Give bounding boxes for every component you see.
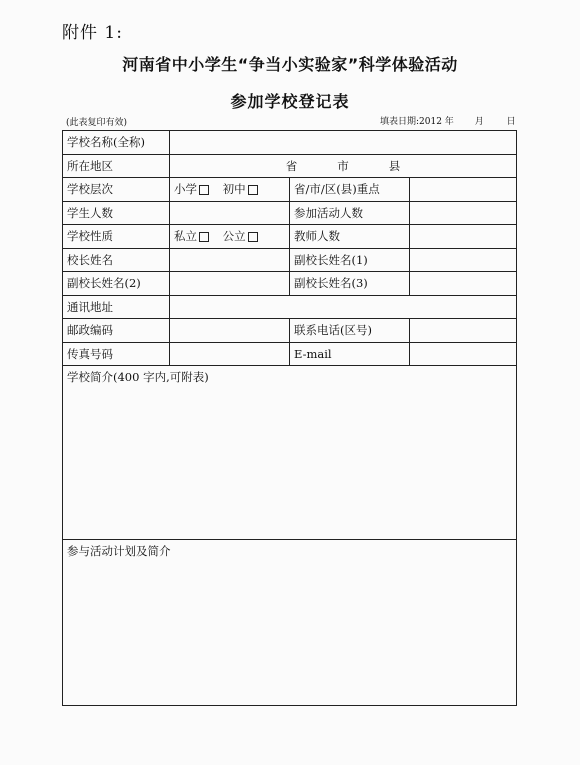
public-label: 公立 [222, 229, 246, 244]
principal-name-field[interactable] [170, 248, 290, 272]
primary-label: 小学 [174, 182, 197, 197]
row-principal [63, 248, 517, 272]
form-title: 河南省中小学生“争当小实验家”科学体验活动 [122, 55, 458, 74]
registration-form-table [62, 130, 517, 706]
copy-valid-note: (此表复印有效) [66, 118, 128, 128]
vice-principal-2-field[interactable] [170, 272, 290, 296]
student-count-field[interactable] [170, 201, 290, 225]
fill-date [380, 114, 516, 127]
school-type-options [170, 225, 290, 249]
public-checkbox[interactable] [248, 232, 258, 242]
school-intro-area[interactable] [63, 366, 517, 540]
school-intro-label: 学校简介(400 字内,可附表) [67, 370, 209, 384]
vice-principal-1-field[interactable] [410, 248, 517, 272]
email-label: E-mail [290, 342, 410, 366]
school-level-options [170, 178, 290, 202]
row-activity-plan [63, 540, 517, 706]
row-school-intro [63, 366, 517, 540]
row-student-count [63, 201, 517, 225]
region-label: 所在地区 [63, 154, 170, 178]
row-school-name [63, 131, 517, 155]
school-level-label: 学校层次 [63, 178, 170, 202]
fill-date-label: 填表日期:2012 年 [380, 117, 454, 127]
row-vice-principal [63, 272, 517, 296]
form-subtitle: 参加学校登记表 [230, 92, 350, 111]
address-field[interactable] [170, 295, 517, 319]
fax-field[interactable] [170, 342, 290, 366]
row-address [63, 295, 517, 319]
fax-label: 传真号码 [63, 342, 170, 366]
region-province: 省 [285, 158, 298, 173]
vice-principal-3-label: 副校长姓名(3) [290, 272, 410, 296]
region-city: 市 [337, 158, 349, 173]
region-county: 县 [388, 158, 401, 173]
teacher-count-field[interactable] [410, 225, 517, 249]
vice-principal-2-label: 副校长姓名(2) [63, 272, 170, 296]
vice-principal-1-label: 副校长姓名(1) [290, 248, 410, 272]
school-name-label: 学校名称(全称) [63, 131, 170, 155]
row-fax [63, 342, 517, 366]
row-school-level [63, 178, 517, 202]
junior-label: 初中 [222, 182, 246, 197]
principal-name-label: 校长姓名 [63, 248, 170, 272]
private-label: 私立 [174, 229, 197, 244]
activity-plan-label: 参与活动计划及简介 [67, 544, 171, 558]
address-label: 通讯地址 [63, 295, 170, 319]
activity-plan-area[interactable] [63, 540, 517, 706]
key-school-label: 省/市/区(县)重点 [290, 178, 410, 202]
school-name-field[interactable] [170, 131, 517, 155]
participant-count-field[interactable] [410, 201, 517, 225]
phone-field[interactable] [410, 319, 517, 343]
student-count-label: 学生人数 [63, 201, 170, 225]
teacher-count-label: 教师人数 [290, 225, 410, 249]
junior-checkbox[interactable] [248, 185, 258, 195]
region-field[interactable] [170, 154, 517, 178]
participant-count-label: 参加活动人数 [290, 201, 410, 225]
row-region [63, 154, 517, 178]
attachment-label: 附件 1: [62, 23, 123, 43]
phone-label: 联系电话(区号) [290, 319, 410, 343]
row-postcode [63, 319, 517, 343]
vice-principal-3-field[interactable] [410, 272, 517, 296]
email-field[interactable] [410, 342, 517, 366]
fill-date-month: 月 [474, 117, 484, 127]
private-checkbox[interactable] [199, 232, 209, 242]
postcode-field[interactable] [170, 319, 290, 343]
fill-date-day: 日 [506, 117, 516, 127]
key-school-field[interactable] [410, 178, 517, 202]
primary-checkbox[interactable] [199, 185, 209, 195]
school-type-label: 学校性质 [63, 225, 170, 249]
row-school-type [63, 225, 517, 249]
postcode-label: 邮政编码 [63, 319, 170, 343]
